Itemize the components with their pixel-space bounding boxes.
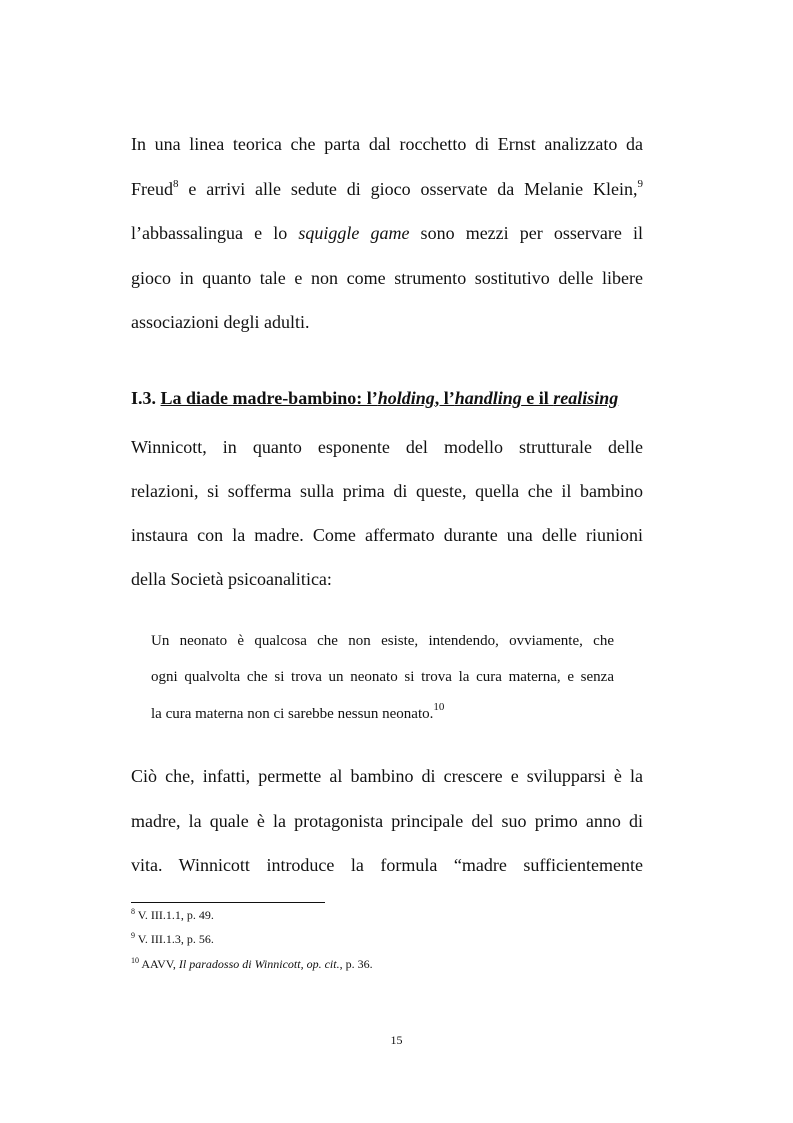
- section-number: I.3.: [131, 388, 157, 408]
- paragraph-2-line-1: Winnicott, in quanto esponente del modello strutturale delle: [131, 437, 643, 457]
- paragraph-3-line-1: Ciò che, infatti, permette al bambino di crescere e svilupparsi è la: [131, 766, 643, 786]
- paragraph-1-line-3: [131, 222, 643, 244]
- emphasis-squiggle-game: squiggle game: [298, 223, 410, 243]
- page-number: 15: [390, 1033, 403, 1047]
- quote-line-2: ogni qualvolta che si trova un neonato si trova la cura materna, e senza: [151, 669, 614, 685]
- footnote-ref-9[interactable]: 9: [637, 178, 643, 190]
- footnote-9: $^9$ V. III.1.3, p. 56.: [131, 931, 214, 946]
- quote-line-1: Un neonato è qualcosa che non esiste, intendendo, ovviamente, che: [151, 633, 614, 649]
- footnote-ref-8[interactable]: 8: [173, 178, 179, 190]
- paragraph-2-line-2: relazioni, si sofferma sulla prima di queste, quella che il bambino: [131, 481, 643, 501]
- paragraph-2-line-4: della Società psicoanalitica:: [131, 569, 332, 589]
- text-fragment: sono mezzi per osservare il: [409, 223, 643, 243]
- paragraph-1-line-5: associazioni degli adulti.: [131, 312, 310, 332]
- text-freud: Freud: [131, 179, 173, 199]
- paragraph-3-line-2: madre, la quale è la protagonista principale del suo primo anno di: [131, 811, 643, 831]
- footnote-separator: [131, 902, 325, 903]
- paragraph-1-line-4: gioco in quanto tale e non come strumento sostitutivo delle libere: [131, 268, 643, 288]
- footnote-10: $^{10}$ AAVV, Il paradosso di Winnicott, op. cit., p. 36.: [131, 956, 373, 971]
- paragraph-1-line-2: [131, 178, 643, 203]
- quote-line-3: la cura materna non ci sarebbe nessun neonato.$^{10}$: [151, 701, 445, 722]
- text-fragment: e arrivi alle sedute di gioco osservate da Melanie Klein,: [178, 179, 638, 199]
- footnote-8: $^8$ V. III.1.1, p. 49.: [131, 907, 214, 922]
- paragraph-1-line-1: In una linea teorica che parta dal rocchetto di Ernst analizzato da: [131, 134, 643, 154]
- paragraph-3-line-3: vita. Winnicott introduce la formula “madre sufficientemente: [131, 855, 643, 875]
- section-heading: [131, 387, 618, 409]
- text-fragment: l’abbassalingua e lo: [131, 223, 299, 243]
- footnote-ref-10[interactable]: 10: [433, 701, 445, 713]
- paragraph-2-line-3: instaura con la madre. Come affermato durante una delle riunioni: [131, 525, 643, 545]
- section-title: La diade madre-bambino: l’holding, l’handling e il realising: [160, 388, 619, 408]
